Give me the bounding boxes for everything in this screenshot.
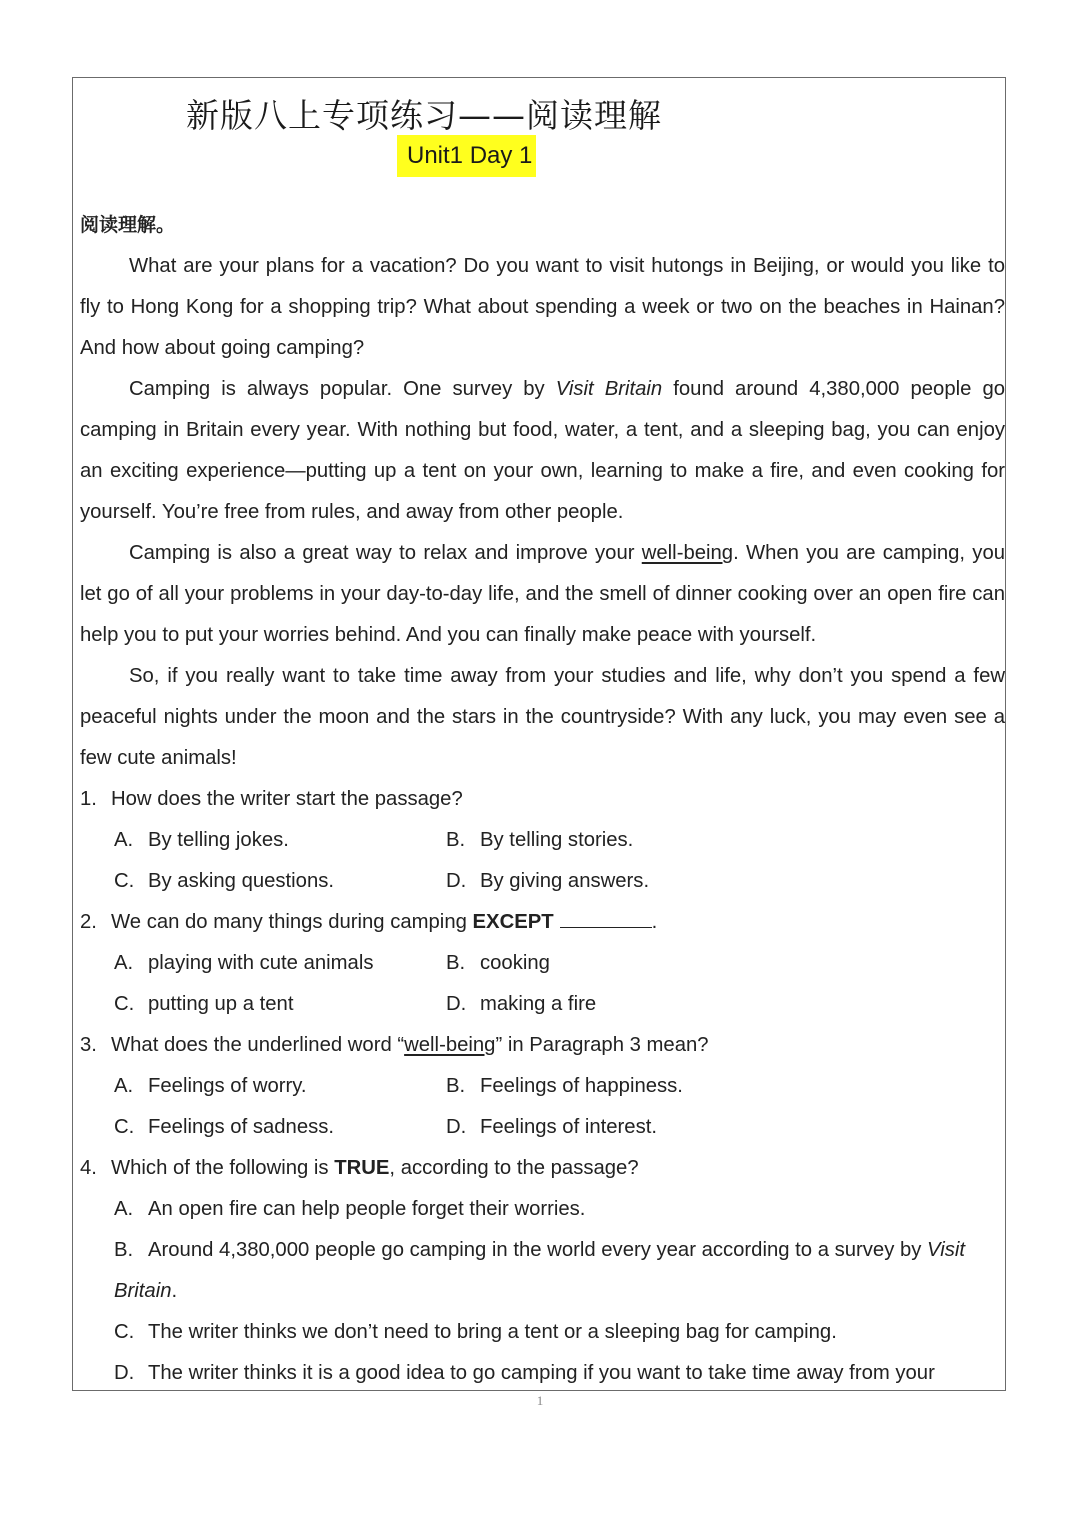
- page-number: 1: [536, 1393, 544, 1408]
- option-text: By asking questions.: [148, 870, 335, 892]
- worksheet-frame: [72, 77, 1006, 1391]
- option-letter: D.: [446, 870, 467, 892]
- paragraph-2-text-a: Camping is always popular. One survey by: [129, 378, 556, 400]
- question-number: 4.: [80, 1157, 97, 1179]
- options-row: [80, 943, 1005, 984]
- option-text: By telling stories.: [480, 829, 634, 851]
- passage-paragraph-2: [80, 369, 1005, 533]
- question-3: [80, 1025, 1005, 1066]
- option-a[interactable]: [114, 1066, 307, 1107]
- option-b[interactable]: [446, 820, 633, 861]
- options-row: [80, 1107, 1005, 1148]
- option-letter: A.: [114, 1198, 134, 1220]
- passage-paragraph-1: [80, 246, 1005, 369]
- option-a[interactable]: [114, 820, 289, 861]
- option-letter: C.: [114, 870, 135, 892]
- option-letter: C.: [114, 1116, 135, 1138]
- passage-paragraph-3: [80, 533, 1005, 656]
- question-number: 1.: [80, 788, 97, 810]
- option-text: The writer thinks we don’t need to bring a tent or a sleeping bag for camping.: [148, 1321, 837, 1343]
- option-a[interactable]: [80, 1189, 1005, 1230]
- section-heading: 阅读理解。: [80, 214, 176, 236]
- option-text: By telling jokes.: [148, 829, 289, 851]
- paragraph-3-text-b: . When you are camping, you let go of all your problems in your day-to-day life, and the smell of dinner cooking over an open fire can help you to put your worries behind. And you can finally make peace with yourself.: [80, 542, 1005, 646]
- question-number: 2.: [80, 911, 97, 933]
- option-letter: D.: [114, 1362, 135, 1384]
- option-text: By giving answers.: [480, 870, 650, 892]
- underlined-word-reference: well-being: [404, 1034, 496, 1056]
- option-b[interactable]: [446, 943, 550, 984]
- option-text: Feelings of interest.: [480, 1116, 657, 1138]
- question-text: How does the writer start the passage?: [111, 788, 463, 810]
- worksheet-title: 新版八上专项练习——阅读理解: [186, 96, 662, 135]
- option-c[interactable]: [80, 1312, 1005, 1353]
- worksheet-content: [80, 205, 1005, 1391]
- option-letter: A.: [114, 952, 134, 974]
- question-1: [80, 779, 1005, 820]
- question-text-b: ” in Paragraph 3 mean?: [495, 1034, 709, 1056]
- option-letter: B.: [446, 1075, 466, 1097]
- question-text-a: Which of the following is: [111, 1157, 335, 1179]
- question-text-a: We can do many things during camping: [111, 911, 473, 933]
- question-4: [80, 1148, 1005, 1189]
- option-text-a: Around 4,380,000 people go camping in the world every year according to a survey by: [148, 1239, 928, 1261]
- option-text: making a fire: [480, 993, 597, 1015]
- survey-source-name: Visit Britain: [555, 378, 663, 400]
- option-letter: A.: [114, 1075, 134, 1097]
- question-number: 3.: [80, 1034, 97, 1056]
- option-letter: B.: [446, 952, 466, 974]
- question-emphasis: EXCEPT: [472, 911, 554, 933]
- option-a[interactable]: [114, 943, 373, 984]
- option-letter: D.: [446, 1116, 467, 1138]
- option-letter: B.: [446, 829, 466, 851]
- option-text: The writer thinks it is a good idea to go camping if you want to take time away from your: [148, 1362, 935, 1384]
- option-text: Feelings of happiness.: [480, 1075, 683, 1097]
- option-letter: B.: [114, 1239, 134, 1261]
- option-text: Feelings of sadness.: [148, 1116, 335, 1138]
- paragraph-4-text: So, if you really want to take time away from your studies and life, why don’t you spend a few peaceful nights under the moon and the stars in the countryside? With any luck, you may even see a few cute animals!: [80, 665, 1005, 769]
- survey-source-name: Visit Britain: [114, 1239, 965, 1302]
- question-text-b: .: [651, 911, 658, 933]
- option-d[interactable]: [80, 1353, 1005, 1391]
- option-text: An open fire can help people forget their worries.: [148, 1198, 586, 1220]
- option-d[interactable]: [446, 1107, 657, 1148]
- option-text: putting up a tent: [148, 993, 294, 1015]
- option-text: cooking: [480, 952, 550, 974]
- option-b[interactable]: [446, 1066, 683, 1107]
- option-d[interactable]: [446, 984, 596, 1025]
- options-row: [80, 1066, 1005, 1107]
- option-text: playing with cute animals: [148, 952, 374, 974]
- option-d[interactable]: [446, 861, 649, 902]
- option-letter: C.: [114, 1321, 135, 1343]
- paragraph-1-text: What are your plans for a vacation? Do you want to visit hutongs in Beijing, or would you like to fly to Hong Kong for a shopping trip? What about spending a week or two on the beaches in Hainan? And how about going camping?: [80, 255, 1005, 359]
- passage-paragraph-4: [80, 656, 1005, 779]
- question-text-a: What does the underlined word “: [111, 1034, 405, 1056]
- option-b[interactable]: [80, 1230, 1005, 1312]
- underlined-word: well-being: [641, 542, 734, 564]
- unit-day-label: Unit1 Day 1: [397, 135, 536, 177]
- question-emphasis: TRUE: [334, 1157, 390, 1179]
- options-row: [80, 984, 1005, 1025]
- option-text: Feelings of worry.: [148, 1075, 307, 1097]
- option-letter: D.: [446, 993, 467, 1015]
- question-text-b: , according to the passage?: [389, 1157, 639, 1179]
- option-letter: C.: [114, 993, 135, 1015]
- option-c[interactable]: [114, 861, 334, 902]
- option-c[interactable]: [114, 984, 293, 1025]
- option-letter: A.: [114, 829, 134, 851]
- options-row: [80, 820, 1005, 861]
- paragraph-2-text-b: found around 4,380,000 people go camping in Britain every year. With nothing but food, water, a tent, and a sleeping bag, you can enjoy an exciting experience—putting up a tent on your own, learning to make a fire, and even cooking for yourself. You’re free from rules, and away from other people.: [80, 378, 1005, 523]
- answer-blank[interactable]: [560, 905, 652, 928]
- paragraph-3-text-a: Camping is also a great way to relax and improve your: [129, 542, 642, 564]
- option-text-b: .: [171, 1280, 178, 1302]
- option-c[interactable]: [114, 1107, 334, 1148]
- options-row: [80, 861, 1005, 902]
- question-2: [80, 902, 1005, 943]
